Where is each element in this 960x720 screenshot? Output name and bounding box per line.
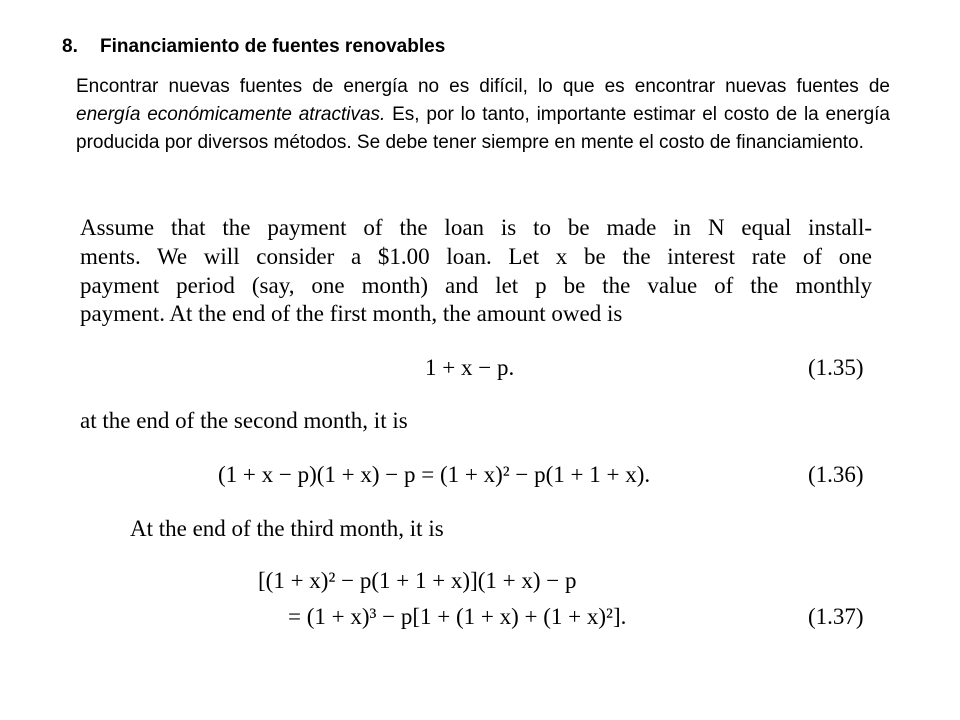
section-title: Financiamiento de fuentes renovables: [100, 36, 446, 57]
equation-1-36: (1 + x − p)(1 + x) − p = (1 + x)² − p(1 + 1 + x).: [218, 462, 651, 487]
intro-emphasis: energía económicamente atractivas.: [76, 104, 386, 125]
equation-1-37-line-1: [(1 + x)² − p(1 + 1 + x)](1 + x) − p: [258, 568, 577, 593]
equation-number-1-35: (1.35): [808, 355, 864, 380]
excerpt-line-2: ments. We will consider a $1.00 loan. Let x be the interest rate of one: [80, 244, 872, 269]
equation-1-35: 1 + x − p.: [425, 355, 515, 380]
equation-number-1-37: (1.37): [808, 604, 864, 629]
excerpt-line-1: Assume that the payment of the loan is to be made in N equal install-: [80, 215, 872, 240]
section-heading: [62, 36, 445, 58]
excerpt-line-3: payment period (say, one month) and let p be the value of the monthly: [80, 273, 872, 298]
excerpt-line-4: payment. At the end of the first month, the amount owed is: [80, 301, 623, 326]
section-number: 8.: [62, 36, 78, 57]
excerpt-line-5: at the end of the second month, it is: [80, 408, 408, 433]
intro-paragraph: [76, 73, 890, 157]
intro-text-part1: Encontrar nuevas fuentes de energía no es difícil, lo que es encontrar nuevas fuentes de: [76, 76, 890, 97]
excerpt-line-6: At the end of the third month, it is: [130, 516, 444, 541]
equation-number-1-36: (1.36): [808, 462, 864, 487]
equation-1-37-line-2: = (1 + x)³ − p[1 + (1 + x) + (1 + x)²].: [288, 604, 627, 629]
intro-text-part2: Es, por lo tanto, importante estimar el costo de la energía producida por diversos métodos. Se debe tener siempre en mente el costo de financiamiento.: [76, 104, 890, 153]
